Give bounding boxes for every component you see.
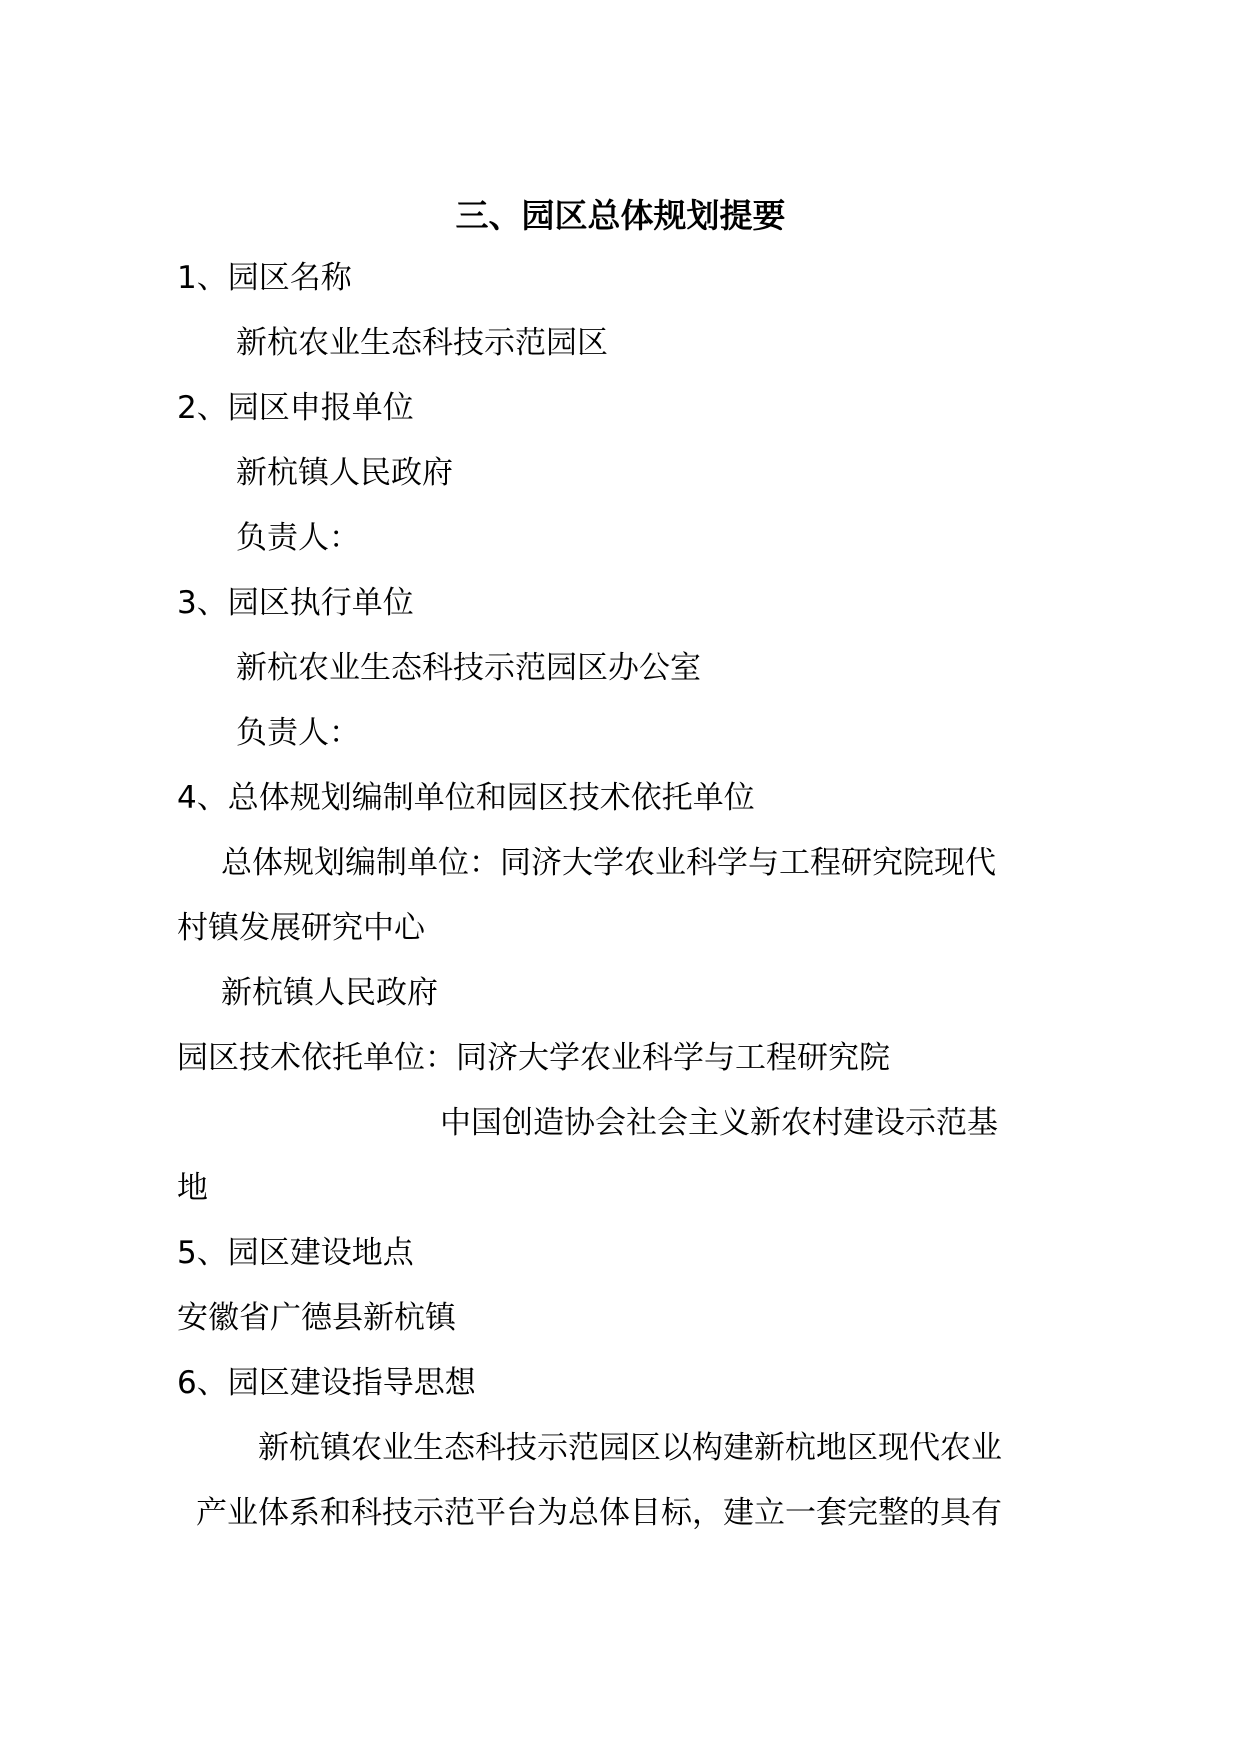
text-line: 新杭镇人民政府	[236, 455, 453, 491]
text-line: 负责人：	[236, 715, 360, 751]
text-line: 村镇发展研究中心	[177, 910, 425, 946]
section-heading-location: 5、园区建设地点	[177, 1235, 414, 1271]
text-line: 新杭镇农业生态科技示范园区以构建新杭地区现代农业	[258, 1430, 1002, 1466]
text-line: 安徽省广德县新杭镇	[177, 1300, 456, 1336]
text-line: 新杭农业生态科技示范园区	[236, 325, 608, 361]
text-line: 负责人：	[236, 520, 360, 556]
text-line: 产业体系和科技示范平台为总体目标，建立一套完整的具有	[196, 1495, 1002, 1531]
text-line: 新杭农业生态科技示范园区办公室	[236, 650, 701, 686]
text-line: 地	[177, 1170, 208, 1206]
section-heading-guiding-principle: 6、园区建设指导思想	[177, 1365, 476, 1401]
page-title: 三、园区总体规划提要	[455, 196, 786, 235]
text-line: 园区技术依托单位：同济大学农业科学与工程研究院	[177, 1040, 890, 1076]
section-heading-applicant: 2、园区申报单位	[177, 390, 414, 426]
text-line: 新杭镇人民政府	[221, 975, 438, 1011]
text-line: 中国创造协会社会主义新农村建设示范基	[440, 1105, 998, 1141]
section-heading-planning-units: 4、总体规划编制单位和园区技术依托单位	[177, 780, 755, 816]
text-line: 总体规划编制单位：同济大学农业科学与工程研究院现代	[221, 845, 996, 881]
section-heading-park-name: 1、园区名称	[177, 260, 352, 296]
section-heading-executor: 3、园区执行单位	[177, 585, 414, 621]
